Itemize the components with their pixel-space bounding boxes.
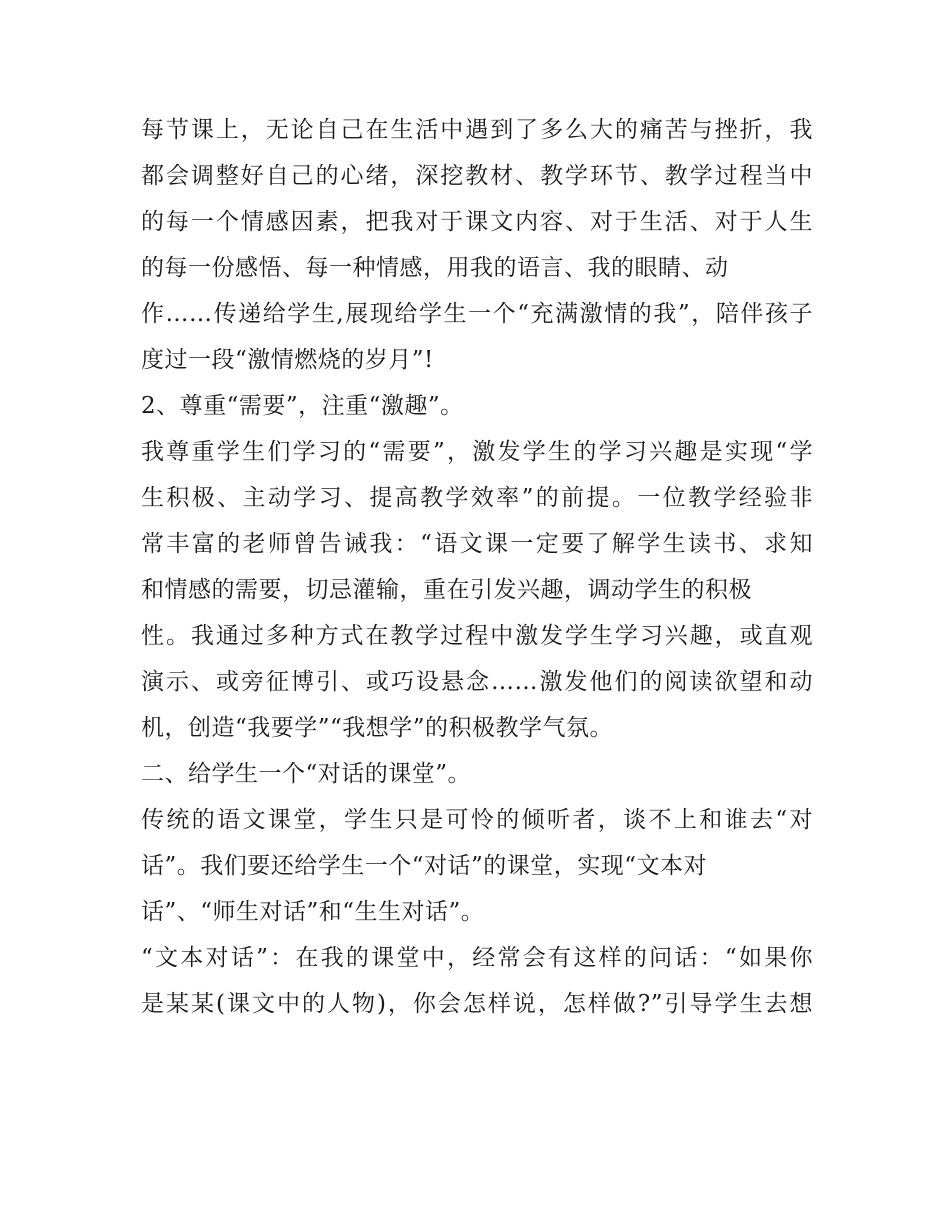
text-line: 机，创造“我要学”“我想学”的积极教学气氛。 xyxy=(141,715,614,741)
text-line: 话”。我们要还给学生一个“对话”的课堂，实现“文本对 xyxy=(141,853,708,879)
text-line: 我尊重学生们学习的“需要”，激发学生的学习兴趣是实现“学 xyxy=(141,439,813,465)
text-line: 演示、或旁征博引、或巧设悬念……激发他们的阅读欲望和动 xyxy=(141,669,813,695)
text-line: 话”、“师生对话”和“生生对话”。 xyxy=(141,899,485,925)
section-heading: 2、尊重“需要”，注重“激趣”。 xyxy=(141,393,464,419)
section-heading: 二、给学生一个“对话的课堂”。 xyxy=(141,761,472,787)
text-line: 每节课上，无论自己在生活中遇到了多么大的痛苦与挫折，我 xyxy=(141,117,813,143)
text-line: 是某某(课文中的人物)，你会怎样说，怎样做?”引导学生去想 xyxy=(141,991,813,1017)
text-line: 和情感的需要，切忌灌输，重在引发兴趣，调动学生的积极 xyxy=(141,577,752,603)
text-line: 的每一份感悟、每一种情感，用我的语言、我的眼睛、动 xyxy=(141,255,729,281)
text-line: 都会调整好自己的心绪，深挖教材、教学环节、教学过程当中 xyxy=(141,163,813,189)
text-line: 性。我通过多种方式在教学过程中激发学生学习兴趣，或直观 xyxy=(141,623,813,649)
text-line: 作……传递给学生,展现给学生一个“充满激情的我”，陪伴孩子 xyxy=(141,301,813,327)
text-line: 的每一个情感因素，把我对于课文内容、对于生活、对于人生 xyxy=(141,209,813,235)
text-line: 传统的语文课堂，学生只是可怜的倾听者，谈不上和谁去“对 xyxy=(141,807,813,833)
document-body xyxy=(141,107,813,1027)
text-line: 常丰富的老师曾告诫我：“语文课一定要了解学生读书、求知 xyxy=(141,531,813,557)
text-line: 生积极、主动学习、提高教学效率”的前提。一位教学经验非 xyxy=(141,485,813,511)
text-line: “文本对话”：在我的课堂中，经常会有这样的问话：“如果你 xyxy=(141,945,813,971)
text-line: 度过一段“激情燃烧的岁月”! xyxy=(141,347,434,373)
